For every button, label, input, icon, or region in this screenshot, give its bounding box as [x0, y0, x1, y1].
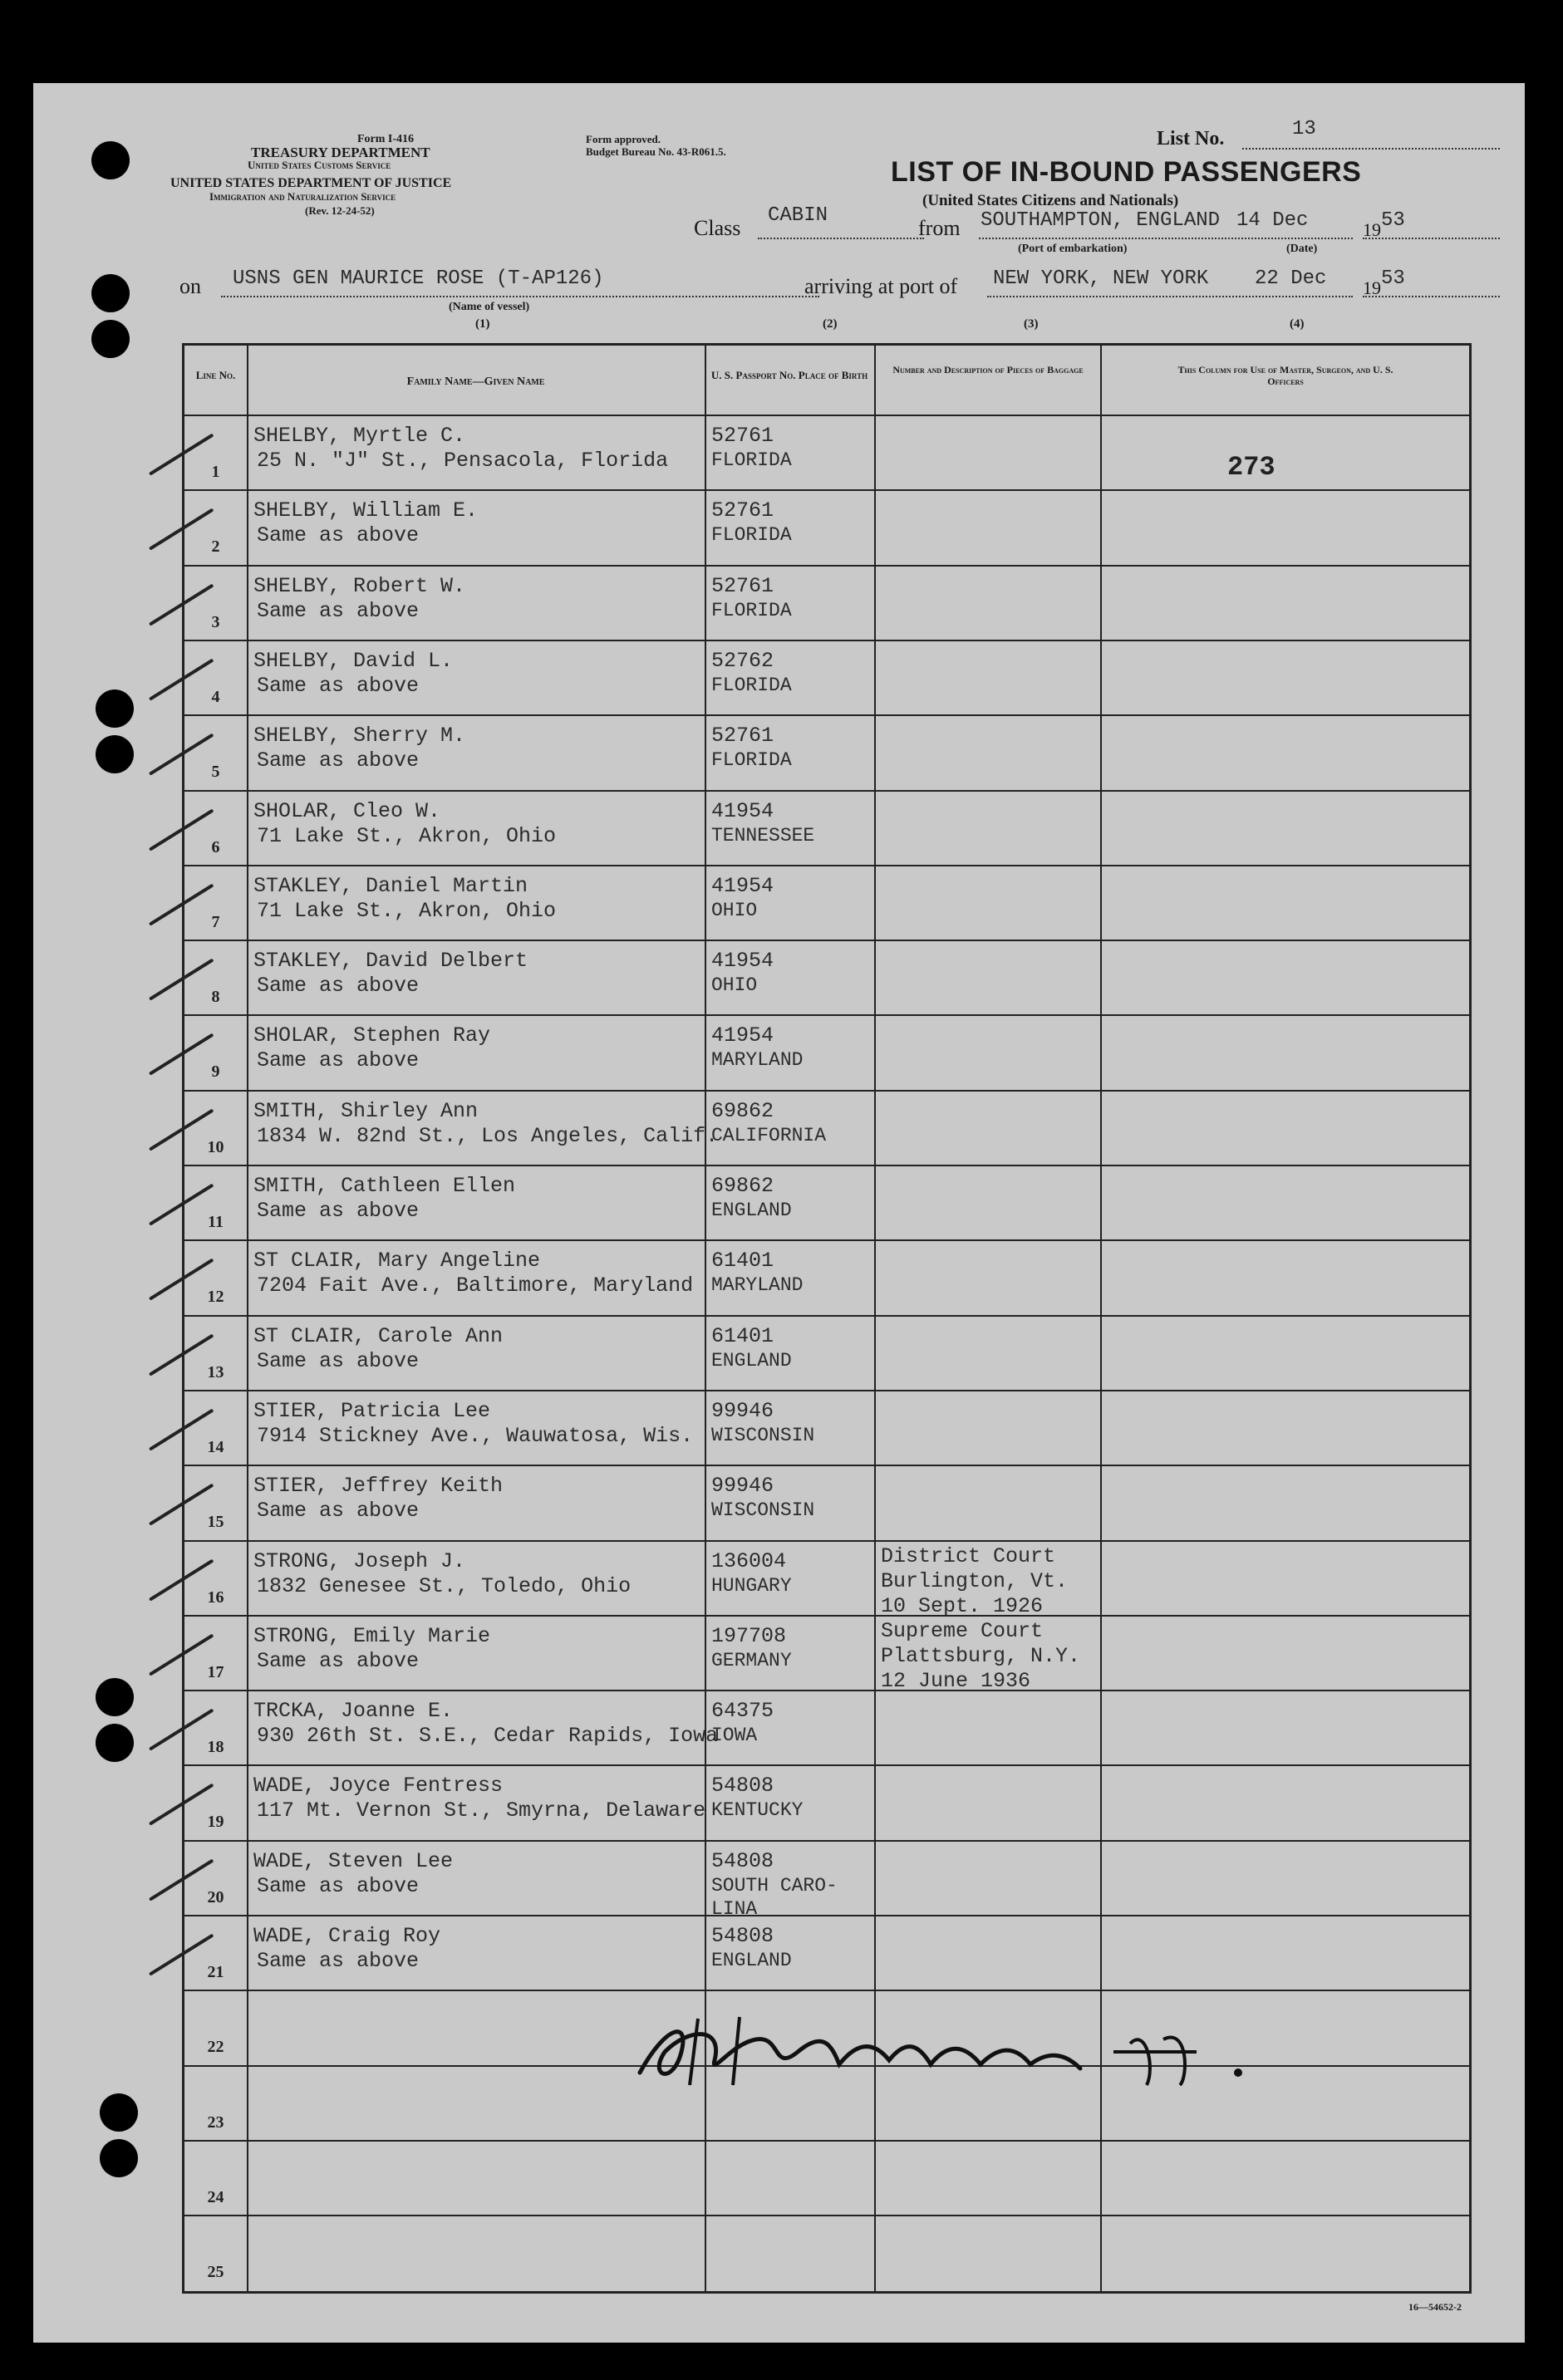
row-divider [184, 1840, 1469, 1842]
arrival-port: NEW YORK, NEW YORK [993, 267, 1209, 290]
passenger-name: SHELBY, Myrtle C. [253, 424, 466, 448]
row-divider [184, 1165, 1469, 1166]
punch-hole [96, 735, 134, 773]
passport-number: 69862 [711, 1174, 774, 1198]
table-row [184, 790, 1469, 865]
line-number: 25 [207, 2263, 224, 2282]
passport-number: 52761 [711, 498, 774, 523]
punch-hole [91, 320, 130, 358]
place-of-birth: FLORIDA [711, 449, 792, 471]
passenger-name: SMITH, Cathleen Ellen [253, 1174, 516, 1198]
passenger-name: ST CLAIR, Carole Ann [253, 1323, 504, 1348]
passenger-name: STIER, Jeffrey Keith [253, 1474, 504, 1499]
place-of-birth: WISCONSIN [711, 1499, 815, 1522]
passport-number: 64375 [711, 1699, 774, 1724]
passenger-address: 7204 Fait Ave., Baltimore, Maryland [257, 1273, 694, 1298]
vessel-name: USNS GEN MAURICE ROSE (T-AP126) [233, 267, 604, 290]
passport-number: 69862 [711, 1098, 774, 1123]
passport-number: 52762 [711, 648, 774, 673]
place-of-birth: KENTUCKY [711, 1799, 804, 1822]
table-row [184, 1090, 1469, 1165]
place-of-birth: FLORIDA [711, 749, 792, 772]
baggage-line-3: 12 June 1936 [881, 1668, 1031, 1693]
list-no-label: List No. [1157, 128, 1225, 150]
passenger-name: SHELBY, Sherry M. [253, 724, 466, 748]
table-row [184, 2215, 1469, 2289]
row-divider [184, 1990, 1469, 1991]
class-value: CABIN [768, 204, 828, 227]
passenger-name: ST CLAIR, Mary Angeline [253, 1249, 541, 1273]
row-divider [184, 714, 1469, 716]
from-label: from [918, 216, 961, 240]
place-of-birth: FLORIDA [711, 599, 792, 621]
line-number: 15 [207, 1513, 224, 1532]
line-number: 16 [207, 1587, 224, 1607]
table-row [184, 1615, 1469, 1693]
table-row [184, 415, 1469, 489]
row-divider [184, 1690, 1469, 1691]
punch-hole [96, 1724, 134, 1762]
from-line [979, 238, 1353, 239]
row-divider [184, 1239, 1469, 1241]
row-divider [184, 2215, 1469, 2216]
place-of-birth: OHIO [711, 899, 758, 921]
caption-1: (1) [475, 317, 490, 331]
line-number: 18 [207, 1738, 224, 1757]
line-number: 21 [207, 1963, 224, 1981]
passport-number: 136004 [711, 1548, 787, 1573]
line-number: 20 [207, 1887, 224, 1906]
place-of-birth: GERMANY [711, 1649, 792, 1671]
row-divider [184, 1540, 1469, 1542]
line-number: 17 [207, 1662, 224, 1681]
class-line [758, 238, 924, 239]
row-divider [184, 1090, 1469, 1092]
line-number: 14 [207, 1437, 224, 1456]
list-no-value: 13 [1292, 118, 1316, 140]
passenger-name: STRONG, Joseph J. [253, 1548, 466, 1573]
row-divider [184, 640, 1469, 641]
line-number: 11 [208, 1213, 224, 1231]
passenger-address: Same as above [257, 974, 420, 999]
revision: (Rev. 12-24-52) [305, 204, 375, 217]
line-number: 6 [211, 837, 220, 856]
line-number: 2 [211, 537, 220, 557]
caption-3: (3) [1024, 317, 1039, 331]
passenger-name: SMITH, Shirley Ann [253, 1098, 479, 1123]
passenger-address: Same as above [257, 748, 420, 773]
place-of-birth: ENGLAND [711, 1349, 792, 1372]
passenger-address: 1834 W. 82nd St., Los Angeles, Calif. [257, 1123, 719, 1148]
customs-service: United States Customs Service [248, 159, 391, 171]
place-of-birth: CALIFORNIA [711, 1124, 827, 1146]
passenger-address: 7914 Stickney Ave., Wauwatosa, Wis. [257, 1423, 694, 1448]
passenger-address: 71 Lake St., Akron, Ohio [257, 823, 557, 848]
from-date: 14 Dec [1236, 209, 1309, 232]
punch-hole [91, 141, 130, 179]
year1-line [1363, 238, 1500, 239]
caption-4: (4) [1290, 317, 1305, 331]
passenger-address: Same as above [257, 1648, 420, 1673]
passport-number: 54808 [711, 1848, 774, 1873]
row-divider [184, 1915, 1469, 1916]
row-divider [184, 940, 1469, 941]
table-row [184, 1540, 1469, 1618]
vessel-caption: (Name of vessel) [449, 301, 530, 313]
place-of-birth: ENGLAND [711, 1200, 792, 1221]
passenger-name: STIER, Patricia Lee [253, 1398, 491, 1423]
place-of-birth: IOWA [711, 1725, 758, 1747]
vessel-line [221, 296, 819, 297]
year-prefix-2: 19 [1363, 277, 1381, 298]
passenger-address: Same as above [257, 673, 420, 698]
place-of-birth: TENNESSEE [711, 824, 815, 846]
passport-number: 41954 [711, 949, 774, 974]
place-of-birth: OHIO [711, 974, 758, 997]
place-of-birth: WISCONSIN [711, 1424, 815, 1446]
passenger-address: Same as above [257, 523, 420, 548]
line-number: 22 [207, 2038, 224, 2057]
table-row [184, 1165, 1469, 1239]
passenger-name: WADE, Joyce Fentress [253, 1774, 504, 1798]
baggage-line-2: Burlington, Vt. [881, 1568, 1069, 1593]
ins-service: Immigration and Naturalization Service [209, 190, 396, 203]
row-divider [184, 1465, 1469, 1466]
footer-code: 16—54652-2 [1408, 2301, 1462, 2313]
line-number: 13 [207, 1362, 224, 1381]
page-title: LIST OF IN-BOUND PASSENGERS [891, 156, 1362, 188]
table-row [184, 865, 1469, 940]
form-number: Form I-416 [357, 133, 415, 145]
from-port: SOUTHAMPTON, ENGLAND [981, 209, 1221, 232]
officer-number: 273 [1227, 452, 1275, 483]
line-number: 4 [211, 687, 220, 706]
punch-hole [91, 274, 130, 312]
passenger-name: WADE, Craig Roy [253, 1924, 441, 1948]
passenger-address: 117 Mt. Vernon St., Smyrna, Delaware [257, 1798, 706, 1823]
date-caption: (Date) [1286, 243, 1318, 255]
table-row [184, 489, 1469, 564]
row-divider [184, 565, 1469, 567]
punch-hole [96, 1678, 134, 1716]
place-of-birth: MARYLAND [711, 1049, 804, 1072]
baggage-line-3: 10 Sept. 1926 [881, 1593, 1044, 1618]
table-row [184, 940, 1469, 1014]
table-row [184, 714, 1469, 789]
signature [615, 1994, 1330, 2102]
row-divider [184, 1315, 1469, 1317]
passport-number: 52761 [711, 724, 774, 748]
table-row [184, 2140, 1469, 2215]
table-row [184, 1014, 1469, 1089]
passport-number: 41954 [711, 798, 774, 823]
form-approved: Form approved. [586, 133, 661, 145]
passenger-address: Same as above [257, 1348, 420, 1373]
table-row [184, 640, 1469, 714]
passenger-name: TRCKA, Joanne E. [253, 1699, 454, 1724]
col-baggage: Number and Description of Pieces of Baggage [892, 364, 1084, 375]
col-line-no: Line No. [195, 369, 236, 381]
row-divider [184, 2140, 1469, 2142]
table-row [184, 1690, 1469, 1764]
passenger-name: SHELBY, Robert W. [253, 573, 466, 598]
line-number: 7 [211, 912, 220, 931]
table-row [184, 1390, 1469, 1465]
line-number: 3 [211, 612, 220, 631]
passport-number: 41954 [711, 873, 774, 898]
line-number: 24 [207, 2187, 224, 2206]
line-number: 23 [207, 2113, 224, 2132]
table-row [184, 1915, 1469, 1990]
punch-hole [96, 689, 134, 728]
place-of-birth: FLORIDA [711, 674, 792, 696]
passenger-address: Same as above [257, 1199, 420, 1223]
caption-2: (2) [823, 317, 838, 331]
passenger-name: WADE, Steven Lee [253, 1848, 454, 1873]
line-number: 19 [207, 1813, 224, 1832]
place-of-birth: FLORIDA [711, 524, 792, 547]
manifest-page [33, 83, 1525, 2343]
place-of-birth: MARYLAND [711, 1274, 804, 1297]
passenger-address: 930 26th St. S.E., Cedar Rapids, Iowa [257, 1724, 719, 1749]
page-subtitle: (United States Citizens and Nationals) [922, 192, 1179, 209]
row-divider [184, 489, 1469, 491]
treasury-department: TREASURY DEPARTMENT [251, 145, 430, 160]
table-row [184, 565, 1469, 640]
justice-department: UNITED STATES DEPARTMENT OF JUSTICE [170, 176, 452, 190]
passport-number: 99946 [711, 1474, 774, 1499]
baggage-line-1: Supreme Court [881, 1618, 1044, 1643]
passenger-name: STAKLEY, Daniel Martin [253, 873, 528, 898]
place-of-birth: ENGLAND [711, 1950, 792, 1971]
passenger-address: 1832 Genesee St., Toledo, Ohio [257, 1573, 632, 1598]
row-divider [184, 865, 1469, 866]
passport-number: 41954 [711, 1023, 774, 1048]
passenger-address: Same as above [257, 1499, 420, 1524]
line-number: 10 [207, 1137, 224, 1156]
arriving-label: arriving at port of [804, 274, 958, 298]
table-row [184, 1840, 1469, 1920]
passenger-name: STRONG, Emily Marie [253, 1623, 491, 1648]
row-divider [184, 1390, 1469, 1391]
passenger-address: 25 N. "J" St., Pensacola, Florida [257, 449, 669, 473]
year-2: 53 [1381, 267, 1405, 290]
passenger-address: Same as above [257, 1048, 420, 1073]
place-of-birth: SOUTH CARO- [711, 1874, 838, 1897]
col-name: Family Name—Given Name [406, 375, 545, 388]
table-row [184, 1764, 1469, 1839]
passenger-name: SHOLAR, Cleo W. [253, 798, 441, 823]
arrival-date: 22 Dec [1255, 267, 1327, 290]
passenger-address: Same as above [257, 598, 420, 623]
row-divider [184, 1014, 1469, 1016]
passport-number: 54808 [711, 1924, 774, 1948]
row-divider [184, 790, 1469, 792]
punch-hole [100, 2139, 138, 2177]
row-divider [184, 1615, 1469, 1617]
list-no-line [1242, 148, 1500, 150]
table-row [184, 1315, 1469, 1390]
passenger-address: 71 Lake St., Akron, Ohio [257, 898, 557, 923]
line-number: 9 [211, 1062, 220, 1082]
punch-hole [100, 2093, 138, 2132]
line-number: 8 [211, 988, 220, 1007]
class-label: Class [694, 216, 741, 240]
on-label: on [179, 274, 201, 298]
table-row [184, 1465, 1469, 1539]
passenger-name: STAKLEY, David Delbert [253, 949, 528, 974]
col-officers: This Column for Use of Master, Surgeon, and U. S. Officers [1177, 364, 1393, 387]
passenger-name: SHELBY, David L. [253, 648, 454, 673]
arrival-line [987, 296, 1353, 297]
baggage-line-2: Plattsburg, N.Y. [881, 1643, 1081, 1668]
line-number: 5 [211, 763, 220, 782]
passenger-address: Same as above [257, 1873, 420, 1898]
passenger-name: SHOLAR, Stephen Ray [253, 1023, 491, 1048]
passport-number: 52761 [711, 573, 774, 598]
passport-number: 99946 [711, 1398, 774, 1423]
table-row [184, 1239, 1469, 1314]
year-prefix-1: 19 [1363, 219, 1381, 240]
passport-number: 61401 [711, 1249, 774, 1273]
line-number: 12 [207, 1288, 224, 1307]
passenger-name: SHELBY, William E. [253, 498, 479, 523]
col-passport: U. S. Passport No. Place of Birth [710, 369, 868, 381]
year2-line [1363, 296, 1500, 297]
place-of-birth: HUNGARY [711, 1574, 792, 1597]
passport-number: 54808 [711, 1774, 774, 1798]
passport-number: 197708 [711, 1623, 787, 1648]
port-caption: (Port of embarkation) [1018, 243, 1128, 255]
passenger-address: Same as above [257, 1949, 420, 1973]
passport-number: 52761 [711, 424, 774, 448]
passport-number: 61401 [711, 1323, 774, 1348]
budget-bureau: Budget Bureau No. 43-R061.5. [586, 145, 726, 158]
place-of-birth-cont: LINA [711, 1897, 758, 1920]
row-divider [184, 1764, 1469, 1766]
year-1: 53 [1381, 209, 1405, 232]
line-number: 1 [211, 463, 220, 481]
baggage-line-1: District Court [881, 1543, 1056, 1568]
